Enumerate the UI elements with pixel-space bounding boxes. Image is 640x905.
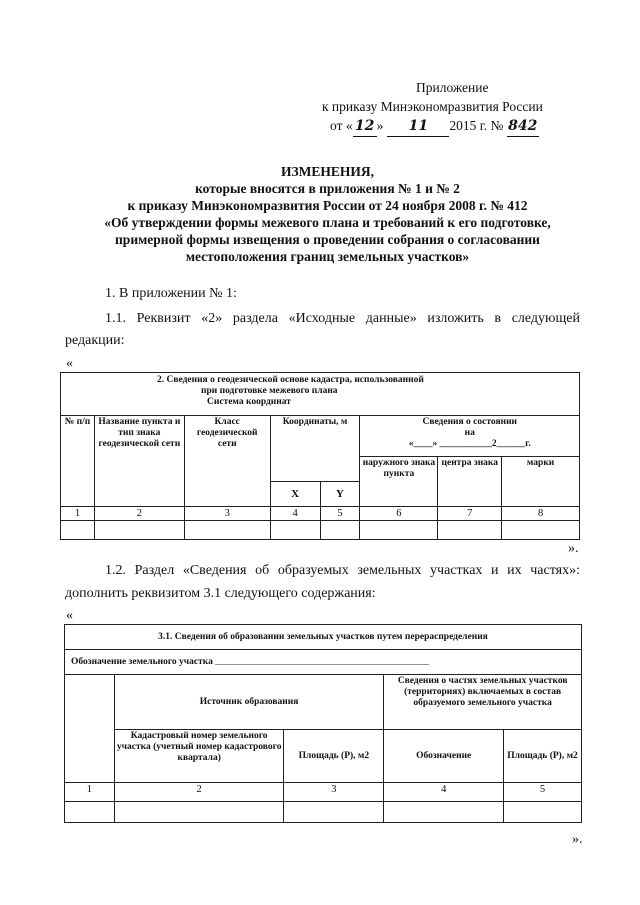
title-line-4: «Об утверждении формы межевого плана и требований к его подготовке, <box>104 215 551 230</box>
table1-num-7: 7 <box>438 507 502 521</box>
appendix-month: 11 <box>387 117 449 137</box>
quote-open-1: « <box>66 356 73 371</box>
paragraph-1: 1. В приложении № 1: <box>105 286 237 301</box>
appendix-title: Приложение <box>416 80 489 95</box>
table2-num-2: 2 <box>114 783 284 802</box>
table1-col-state-line-1: Сведения о состоянии <box>422 417 518 427</box>
table2-empty-left-cell <box>65 675 115 783</box>
redistribution-table <box>64 624 582 823</box>
table1-num-1: 1 <box>61 507 95 521</box>
table1-col-outer: наружного знака пункта <box>360 457 438 507</box>
table1-col-state-line-2: на <box>464 428 475 438</box>
quote-open-2: « <box>66 608 73 623</box>
table1-header-line-2: при подготовке межевого плана <box>201 386 338 396</box>
table2-designation-label: Обозначение земельного участка <box>71 656 213 667</box>
title-line-2: которые вносятся в приложения № 1 и № 2 <box>195 181 460 196</box>
table1-num-2: 2 <box>94 507 184 521</box>
table2-num-4: 4 <box>384 783 504 802</box>
table1-col-y: Y <box>320 482 360 507</box>
table1-col-state-line-3: «____» ___________2______г. <box>408 439 531 449</box>
table1-num-6: 6 <box>360 507 438 521</box>
table1-num-5: 5 <box>320 507 360 521</box>
appendix-day: 12 <box>353 117 377 137</box>
appendix-date-line <box>322 116 582 137</box>
appendix-order: к приказу Минэкономразвития России <box>322 99 543 114</box>
table2-num-5: 5 <box>504 783 582 802</box>
geodetic-base-table <box>60 372 580 540</box>
paragraph-1-1-line-b: редакции: <box>65 333 125 348</box>
title-line-6: местоположения границ земельных участков» <box>185 249 470 264</box>
table1-col-coords: Координаты, м <box>270 416 360 482</box>
table2-col-area2: Площадь (P), м2 <box>504 730 582 783</box>
table1-num-8: 8 <box>502 507 580 521</box>
table1-header <box>61 373 580 416</box>
title-line-1: ИЗМЕНЕНИЯ, <box>280 164 374 179</box>
table1-col-no: № п/п <box>61 416 95 507</box>
table1-num-3: 3 <box>184 507 270 521</box>
appendix-from: от « <box>330 118 353 133</box>
table1-col-state <box>360 416 580 457</box>
table2-col-source: Источник образования <box>114 675 383 730</box>
appendix-day-close: » <box>376 118 384 133</box>
quote-close-1: ». <box>568 541 579 556</box>
table2-number-row <box>65 783 582 802</box>
appendix-block <box>322 78 582 137</box>
paragraph-1-1-line-a: 1.1. Реквизит «2» раздела «Исходные данные» изложить в следующей <box>105 311 580 326</box>
table2-col-designation: Обозначение <box>384 730 504 783</box>
table1-col-class: Класс геодезической сети <box>184 416 270 507</box>
table2-num-1: 1 <box>65 783 115 802</box>
title-line-5: примерной формы извещения о проведении собрания о согласовании <box>115 232 540 247</box>
table2-col-cadnum: Кадастровый номер земельного участка (учетный номер кадастрового квартала) <box>114 730 284 783</box>
table1-empty-row <box>61 521 580 540</box>
paragraph-1-2-line-b: дополнить реквизитом 3.1 следующего содержания: <box>65 586 376 601</box>
document-title <box>55 163 600 265</box>
table1-header-line-3: Система координат <box>207 397 291 407</box>
table2-header: 3.1. Сведения об образовании земельных участков путем перераспределения <box>65 625 582 650</box>
table1-col-center: центра знака <box>438 457 502 507</box>
appendix-year: 2015 г. № <box>449 118 504 133</box>
table2-num-3: 3 <box>284 783 384 802</box>
table2-col-area1: Площадь (P), м2 <box>284 730 384 783</box>
table2-col-parts: Сведения о частях земельных участков (территориях) включаемых в состав образуемого земельного участка <box>384 675 582 730</box>
table1-col-name: Название пункта и тип знака геодезической сети <box>94 416 184 507</box>
table1-col-x: X <box>270 482 320 507</box>
table1-col-marks: марки <box>502 457 580 507</box>
table2-designation-blank: _____________________________________________ <box>215 656 429 667</box>
table1-num-4: 4 <box>270 507 320 521</box>
table1-header-line-1: 2. Сведения о геодезической основе кадастра, использованной <box>157 375 424 385</box>
table1-number-row <box>61 507 580 521</box>
paragraph-1-2-line-a: 1.2. Раздел «Сведения об образуемых земельных участках и их частях»: <box>105 563 580 578</box>
table2-designation-row <box>65 650 582 675</box>
table2-empty-row <box>65 802 582 823</box>
appendix-number: 842 <box>507 117 539 137</box>
quote-close-2: ». <box>572 832 583 847</box>
title-line-3: к приказу Минэкономразвития России от 24 ноября 2008 г. № 412 <box>127 198 528 213</box>
